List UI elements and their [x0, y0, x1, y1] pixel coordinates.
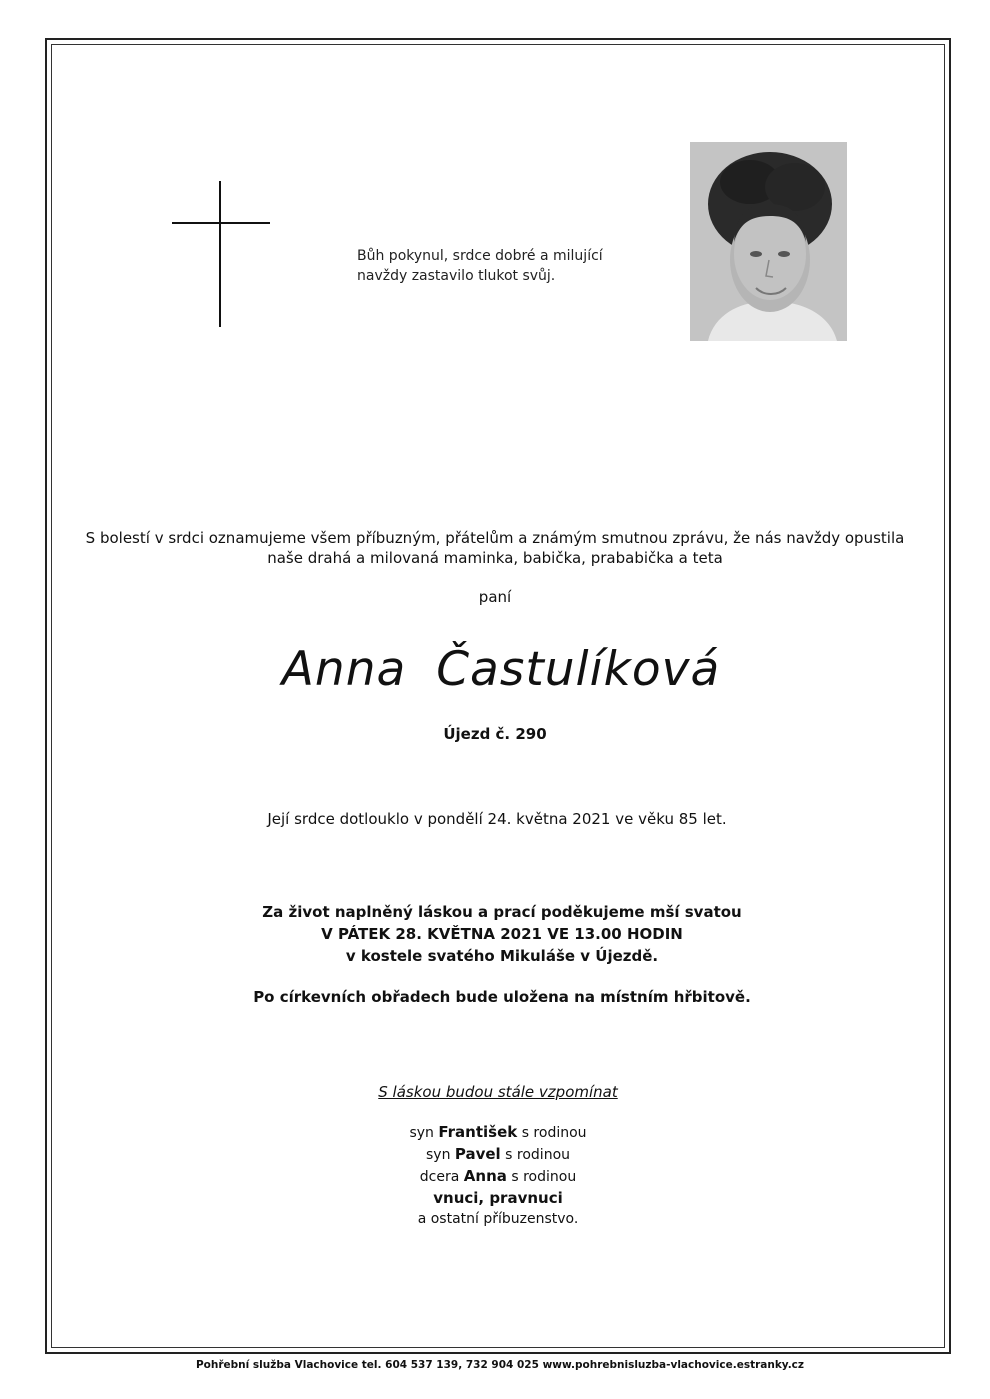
- death-notice: Její srdce dotlouklo v pondělí 24. května 2021 ve věku 85 let.: [267, 810, 727, 828]
- honorific: paní: [478, 588, 512, 606]
- deceased-name: Anna Častulíková: [281, 642, 721, 697]
- funeral-line-3: v kostele svatého Mikuláše v Újezdě.: [345, 947, 659, 965]
- verse: [357, 246, 657, 286]
- announcement-line-2: naše drahá a milovaná maminka, babička, prababička a teta: [267, 549, 723, 567]
- announcement: [80, 528, 910, 568]
- portrait-illustration: [690, 142, 847, 341]
- burial-info: Po církevních obřadech bude uložena na místním hřbitově.: [253, 988, 751, 1006]
- funeral-service-footer: Pohřební služba Vlachovice tel. 604 537 139, 732 904 025 www.pohrebnisluzba-vlachovice.estranky.cz: [195, 1359, 805, 1371]
- verse-line-2: navždy zastavilo tlukot svůj.: [357, 268, 556, 284]
- mourner-grandchildren: vnuci, pravnuci: [433, 1189, 563, 1207]
- mourner-item: syn František s rodinou: [409, 1123, 587, 1141]
- mourner-item: syn Pavel s rodinou: [425, 1145, 571, 1163]
- portrait-photo: [690, 142, 847, 341]
- verse-line-1: Bůh pokynul, srdce dobré a milující: [357, 248, 603, 264]
- mourner-item: dcera Anna s rodinou: [419, 1167, 577, 1185]
- mourner-others: a ostatní příbuzenstvo.: [417, 1211, 579, 1227]
- announcement-line-1: S bolestí v srdci oznamujeme všem příbuzným, přátelům a známým smutnou zprávu, že nás navždy opustila: [85, 529, 905, 547]
- funeral-line-2: V PÁTEK 28. KVĚTNA 2021 VE 13.00 HODIN: [321, 925, 683, 943]
- funeral-info: [0, 901, 990, 967]
- remember-heading: S láskou budou stále vzpomínat: [378, 1083, 618, 1101]
- funeral-line-1: Za život naplněný láskou a prací poděkujeme mší svatou: [262, 903, 742, 921]
- address: Újezd č. 290: [443, 725, 547, 743]
- cross-horizontal-bar: [172, 222, 270, 224]
- mourners-list: [0, 1122, 990, 1230]
- cross-vertical-bar: [219, 181, 221, 327]
